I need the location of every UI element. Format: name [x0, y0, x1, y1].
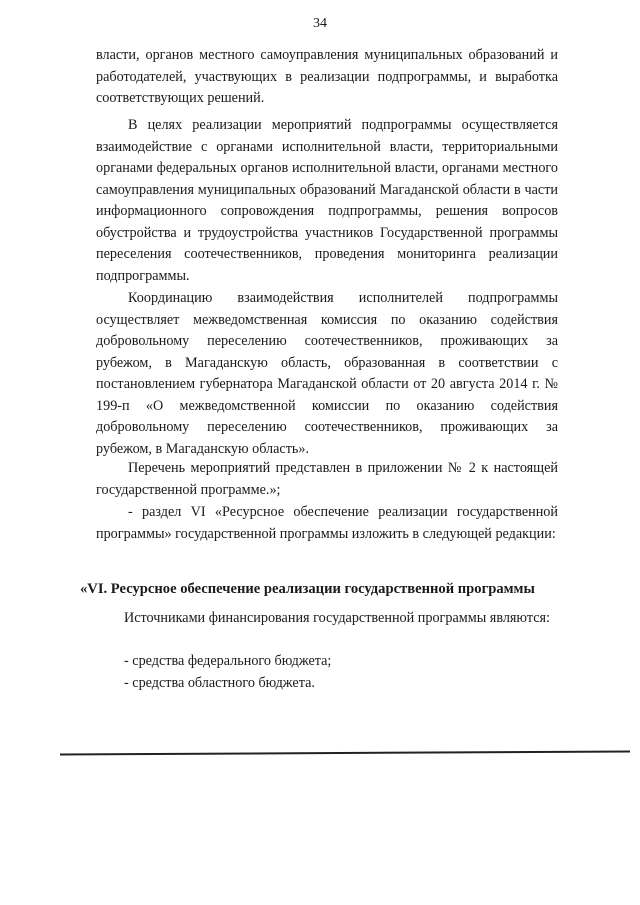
paragraph-coordination [96, 288, 558, 460]
paragraph-text: Координацию взаимодействия исполнителей подпрограммы осуществляет межведомственная комиссия по оказанию содействия добровольному переселению соотечественников, проживающих за рубежом, в Магаданскую область, образованная в соответствии с постановлением губернатора Магаданской области от 20 августа 2014 г. № 199-п «О межведомственной комиссии по оказанию содействия добровольному переселению соотечественников, проживающих за рубежом, в Магаданскую область». [96, 290, 558, 457]
paragraph-section-amendment [96, 502, 558, 545]
page-number: 34 [313, 16, 327, 31]
list-item: - средства областного бюджета. [124, 675, 315, 691]
paragraph-text: - раздел VI «Ресурсное обеспечение реализации государственной программы» государственной программы изложить в следующей редакции: [96, 504, 558, 542]
paragraph-continuation [96, 45, 558, 110]
paragraph-text: Перечень мероприятий представлен в приложении № 2 к настоящей государственной программе.»; [96, 460, 558, 498]
paragraph-activities-list [96, 458, 558, 501]
paragraph-text: В целях реализации мероприятий подпрограммы осуществляется взаимодействие с органами исполнительной власти, территориальными органами федеральных органов исполнительной власти, органами местного самоуправления муниципальных образований Магаданской области в части информационного сопровождения подпрограммы, решения вопросов обустройства и трудоустройства участников Государственной программы переселения соотечественников, проведения мониторинга реализации подпрограммы. [96, 117, 558, 284]
paragraph-interaction [96, 115, 558, 287]
horizontal-divider [60, 751, 630, 756]
paragraph-text: власти, органов местного самоуправления муниципальных образований и работодателей, участвующих в реализации подпрограммы, и выработка соответствующих решений. [96, 47, 558, 106]
list-item: - средства федерального бюджета; [124, 653, 332, 669]
section-heading: «VI. Ресурсное обеспечение реализации государственной программы [80, 581, 535, 597]
paragraph-text: Источниками финансирования государственной программы являются: [124, 610, 550, 626]
paragraph-funding-sources [92, 608, 554, 630]
